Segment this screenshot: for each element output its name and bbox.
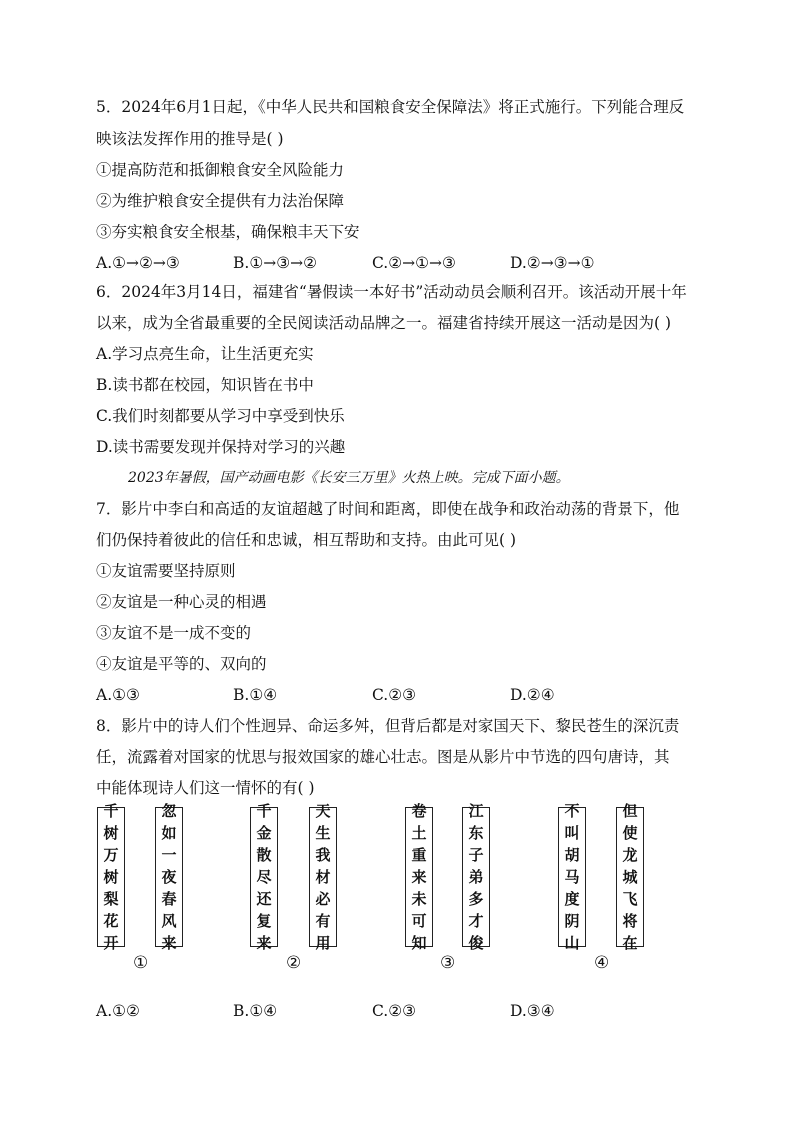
poem-scroll (616, 802, 644, 952)
q7-stem-line1: 7．影片中李白和高适的友谊超越了时间和距离，即使在战争和政治动荡的背景下，他 (96, 500, 680, 518)
poem-char: 散 (256, 846, 272, 864)
poem-char: 来 (411, 868, 427, 886)
poem-scroll (405, 802, 433, 952)
poem-char: 子 (468, 846, 484, 864)
poem-scroll (250, 802, 278, 952)
poem-char: 龙 (622, 846, 638, 864)
q6-stem-line2: 以来，成为全省最重要的全民阅读活动品牌之一。福建省持续开展这一活动是因为( ) (96, 314, 672, 332)
q5-stem-line2: 映该法发挥作用的推导是( ) (96, 130, 284, 148)
poem-char: 千 (256, 802, 272, 820)
poem-char: 度 (564, 890, 580, 908)
poem-char: 尽 (256, 868, 272, 886)
poem-char: 生 (315, 824, 331, 842)
q6-option-a: A.学习点亮生命，让生活更充实 (96, 345, 314, 363)
poem-char: 还 (256, 890, 272, 908)
poem-char: 但 (622, 802, 638, 820)
poem-char: 胡 (564, 846, 580, 864)
poem-char: 才 (468, 912, 484, 930)
poem-char: 知 (411, 934, 427, 952)
q7-option-a: A.①③ (96, 686, 140, 704)
q5-item-1: ①提高防范和抵御粮食安全风险能力 (96, 161, 345, 179)
poem-group-label-2: ② (286, 953, 302, 973)
q8-option-a: A.①② (96, 1002, 140, 1020)
poem-char: 必 (315, 890, 331, 908)
poem-char: 江 (468, 802, 484, 820)
poem-char: 飞 (622, 890, 638, 908)
q5-option-d: D.②→③→① (510, 254, 595, 272)
q7-option-d: D.②④ (510, 686, 555, 704)
poem-scroll (309, 802, 337, 952)
poem-char: 多 (468, 890, 484, 908)
poem-char: 来 (161, 934, 177, 952)
poem-char: 一 (161, 846, 177, 864)
poem-char: 天 (315, 802, 331, 820)
q8-option-d: D.③④ (510, 1002, 555, 1020)
q6-option-b: B.读书都在校园，知识皆在书中 (96, 376, 314, 394)
poem-char: 在 (622, 934, 638, 952)
poem-char: 东 (468, 824, 484, 842)
poem-char: 树 (103, 824, 119, 842)
poem-char: 马 (564, 868, 580, 886)
poem-char: 用 (315, 934, 331, 952)
q5-option-c: C.②→①→③ (372, 254, 456, 272)
poem-char: 城 (622, 868, 638, 886)
poem-char: 卷 (411, 802, 427, 820)
poem-char: 开 (103, 934, 119, 952)
poem-char: 我 (315, 846, 331, 864)
q7-option-b: B.①④ (233, 686, 278, 704)
poem-char: 山 (564, 934, 580, 952)
q6-option-c: C.我们时刻都要从学习中享受到快乐 (96, 407, 345, 425)
poem-char: 风 (161, 912, 177, 930)
poem-char: 可 (411, 912, 427, 930)
poem-char: 有 (315, 912, 331, 930)
poem-char: 叫 (564, 824, 580, 842)
poem-char: 来 (256, 934, 272, 952)
poem-scroll (462, 802, 490, 952)
q8-option-c: C.②③ (372, 1002, 417, 1020)
poem-char: 复 (256, 912, 272, 930)
q5-item-2: ②为维护粮食安全提供有力法治保障 (96, 192, 345, 210)
q6-option-d: D.读书需要发现并保持对学习的兴趣 (96, 438, 346, 456)
poem-char: 夜 (161, 868, 177, 886)
q7-option-c: C.②③ (372, 686, 417, 704)
q7-stem-line2: 们仍保持着彼此的信任和忠诚，相互帮助和支持。由此可见( ) (96, 531, 517, 549)
q7-item-2: ②友谊是一种心灵的相遇 (96, 593, 267, 611)
q8-option-b: B.①④ (233, 1002, 278, 1020)
poem-scroll (558, 802, 586, 952)
poem-group-label-1: ① (133, 953, 149, 973)
poem-char: 俊 (468, 934, 484, 952)
poem-char: 阴 (564, 912, 580, 930)
poem-char: 梨 (103, 890, 119, 908)
poem-scroll (97, 802, 125, 952)
q7-item-3: ③友谊不是一成不变的 (96, 624, 252, 642)
q7-item-4: ④友谊是平等的、双向的 (96, 655, 267, 673)
poem-group-label-4: ④ (594, 953, 610, 973)
poem-char: 不 (564, 802, 580, 820)
poem-char: 土 (411, 824, 427, 842)
poem-char: 春 (161, 890, 177, 908)
poem-group-label-3: ③ (440, 953, 456, 973)
q5-option-b: B.①→③→② (233, 254, 317, 272)
q5-stem-line1: 5．2024年6月1日起，《中华人民共和国粮食安全保障法》将正式施行。下列能合理反 (96, 98, 685, 116)
poem-char: 材 (315, 868, 331, 886)
poem-char: 将 (622, 912, 638, 930)
poem-char: 花 (103, 912, 119, 930)
q8-stem-line3: 中能体现诗人们这一情怀的有( ) (96, 779, 315, 797)
poem-char: 忽 (161, 802, 177, 820)
poem-char: 如 (161, 824, 177, 842)
poem-char: 未 (411, 890, 427, 908)
group-intro: 2023年暑假，国产动画电影《长安三万里》火热上映。完成下面小题。 (128, 470, 570, 486)
poem-char: 金 (256, 824, 272, 842)
q5-option-a: A.①→②→③ (96, 254, 180, 272)
poem-scroll (155, 802, 183, 952)
q8-stem-line1: 8．影片中的诗人们个性迥异、命运多舛，但背后都是对家国天下、黎民苍生的深沉责 (96, 717, 680, 735)
poem-char: 万 (103, 846, 119, 864)
q6-stem-line1: 6．2024年3月14日，福建省“暑假读一本好书”活动动员会顺利召开。该活动开展十年 (96, 283, 687, 301)
q5-item-3: ③夯实粮食安全根基，确保粮丰天下安 (96, 223, 360, 241)
poem-char: 弟 (468, 868, 484, 886)
poem-char: 使 (622, 824, 638, 842)
poem-char: 树 (103, 868, 119, 886)
q8-stem-line2: 任，流露着对国家的忧思与报效国家的雄心壮志。图是从影片中节选的四句唐诗，其 (96, 748, 670, 766)
poem-char: 重 (411, 846, 427, 864)
q7-item-1: ①友谊需要坚持原则 (96, 562, 236, 580)
poem-char: 千 (103, 802, 119, 820)
